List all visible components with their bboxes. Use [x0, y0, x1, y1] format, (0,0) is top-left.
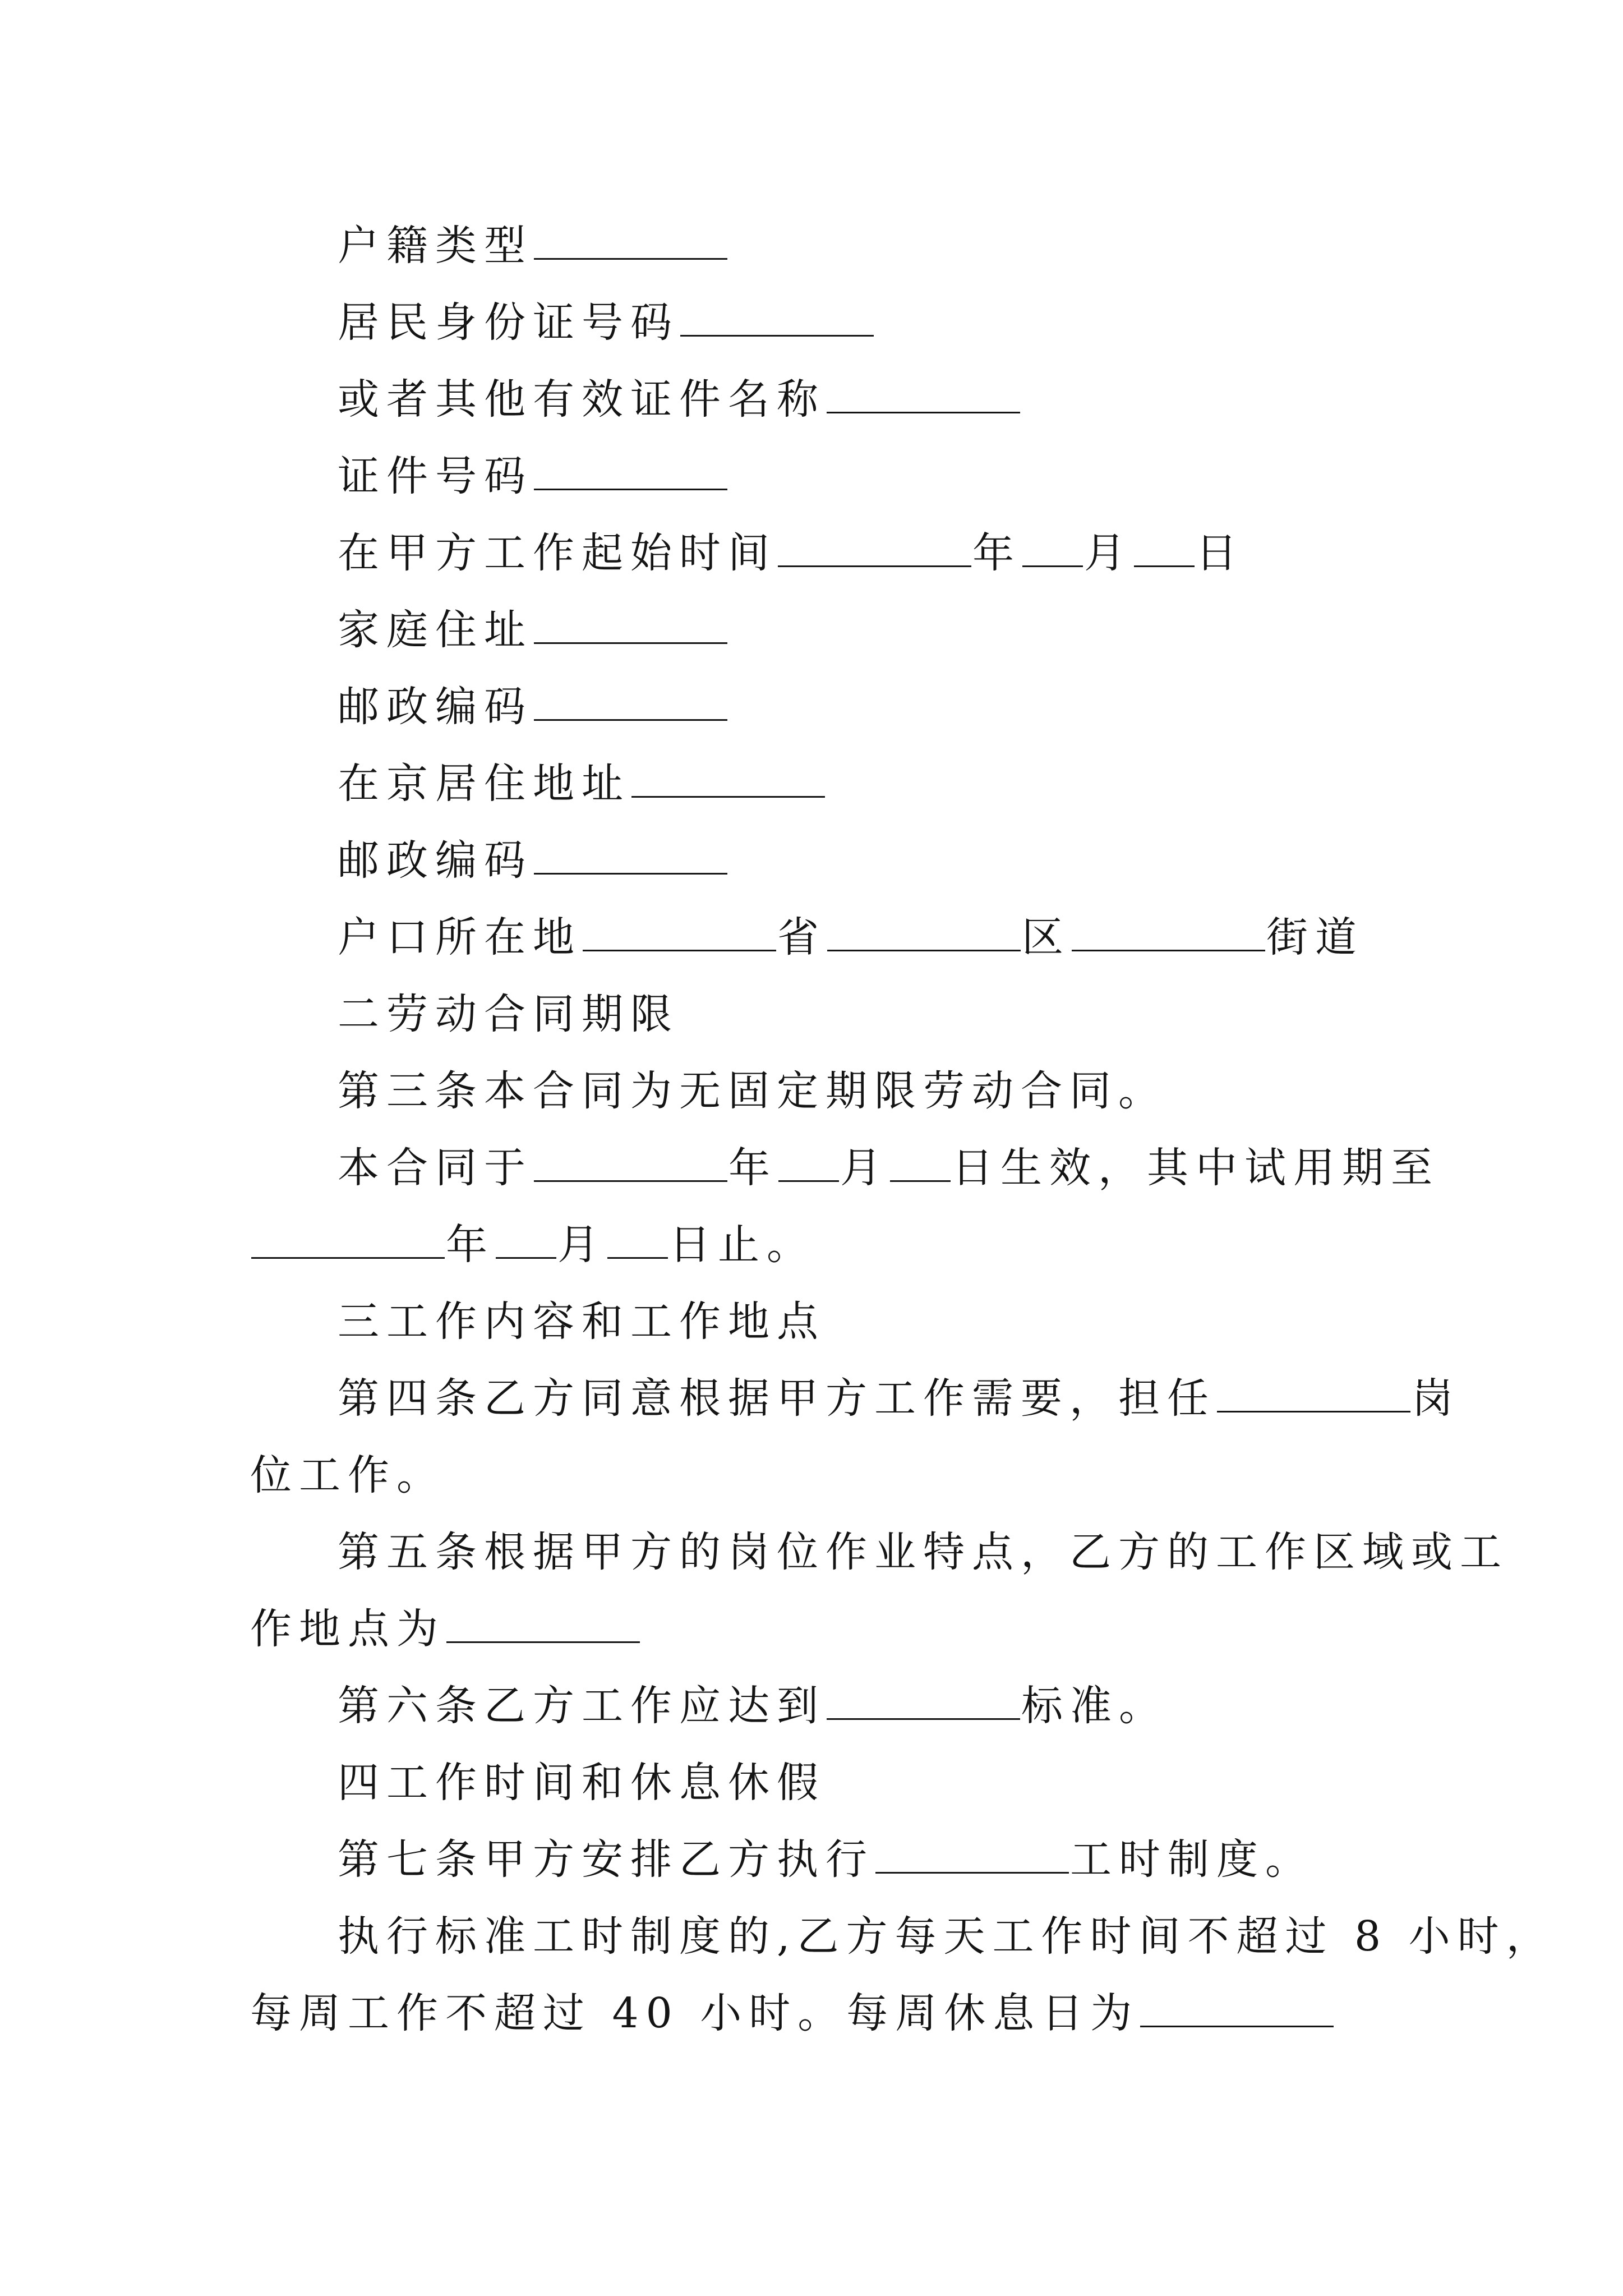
start-year-blank [778, 526, 971, 567]
contract-body [250, 208, 1555, 2052]
id-card-blank [680, 296, 874, 337]
id-number-label: 证件号码 [338, 452, 533, 500]
weekly-hours-text: 每周工作不超过 40 小时。每周休息日为 [250, 1989, 1140, 2037]
id-card-line [250, 284, 1394, 361]
probation-month-label: 月 [557, 1221, 606, 1269]
probation-day-label: 日止。 [669, 1221, 815, 1269]
article-6-post: 标准。 [1021, 1682, 1168, 1730]
home-address-label: 家庭住址 [338, 606, 533, 654]
beijing-address-label: 在京居住地址 [338, 760, 630, 808]
standard-blank [827, 1679, 1020, 1720]
article-3-text: 第三条本合同为无固定期限劳动合同。 [338, 1067, 1167, 1115]
postal-code-line-1 [250, 669, 1394, 746]
district-label: 区 [1022, 913, 1071, 961]
hours-system-blank [875, 1833, 1069, 1874]
weekly-hours-line [250, 1975, 1394, 2052]
postal-code-line-2 [250, 822, 1394, 899]
standard-hours-text: 执行标准工时制度的,乙方每天工作时间不超过 8 小时， [338, 1912, 1555, 1961]
probation-month-blank [496, 1218, 556, 1259]
district-blank [827, 910, 1021, 951]
id-card-label: 居民身份证号码 [338, 298, 679, 347]
effective-date-label: 本合同于 [338, 1144, 533, 1192]
id-number-line [250, 438, 1394, 515]
province-label: 省 [777, 913, 826, 961]
month-label: 月 [1084, 529, 1133, 577]
effective-month-label: 月 [840, 1144, 889, 1192]
article-6-line [250, 1668, 1394, 1745]
id-number-blank [534, 449, 727, 490]
postal-code-blank-1 [534, 680, 727, 721]
effective-year-blank [534, 1141, 727, 1182]
article-7-line [250, 1821, 1394, 1898]
effective-year-label: 年 [728, 1144, 777, 1192]
postal-code-label-2: 邮政编码 [338, 836, 533, 885]
article-3-line [250, 1053, 1394, 1130]
work-location-blank [446, 1602, 640, 1643]
probation-day-blank [607, 1218, 668, 1259]
hukou-location-label: 户口所在地 [338, 913, 582, 961]
article-4-line [250, 1360, 1460, 1437]
probation-end-line [250, 1207, 1394, 1283]
other-id-label: 或者其他有效证件名称 [338, 375, 826, 424]
effective-day-label: 日生效，其中试用期至 [952, 1144, 1440, 1192]
start-date-line [250, 515, 1394, 592]
section-heading-work-content [250, 1283, 1394, 1360]
position-blank [1217, 1372, 1410, 1412]
article-5-text: 第五条根据甲方的岗位作业特点，乙方的工作区域或工 [338, 1528, 1509, 1576]
probation-year-blank [251, 1218, 445, 1259]
start-month-blank [1022, 526, 1083, 567]
article-6-text: 第六条乙方工作应达到 [338, 1682, 826, 1730]
other-id-blank [827, 372, 1020, 413]
effective-day-blank [890, 1141, 951, 1182]
postal-code-label-1: 邮政编码 [338, 683, 533, 731]
start-date-label: 在甲方工作起始时间 [338, 529, 777, 577]
year-label: 年 [972, 529, 1021, 577]
article-5-cont-text: 作地点为 [250, 1605, 445, 1653]
article-5-cont-line [250, 1591, 1394, 1668]
section-heading-work-hours [250, 1745, 1394, 1821]
province-blank [583, 910, 776, 951]
section-4-title: 四工作时间和休息休假 [338, 1759, 826, 1807]
section-2-title: 二劳动合同期限 [338, 990, 679, 1038]
effective-month-blank [778, 1141, 839, 1182]
street-blank [1072, 910, 1265, 951]
household-type-label: 户籍类型 [338, 222, 533, 270]
home-address-blank [534, 603, 727, 644]
section-heading-contract-term [250, 976, 1394, 1053]
probation-year-label: 年 [446, 1221, 495, 1269]
postal-code-blank-2 [534, 834, 727, 875]
hukou-location-line [250, 899, 1394, 976]
article-5-line [250, 1514, 1509, 1591]
beijing-address-line [250, 746, 1394, 822]
article-7-text: 第七条甲方安排乙方执行 [338, 1835, 874, 1884]
article-7-post: 工时制度。 [1070, 1835, 1314, 1884]
home-address-line [250, 592, 1394, 669]
start-day-blank [1134, 526, 1195, 567]
section-3-title: 三工作内容和工作地点 [338, 1297, 826, 1346]
day-label: 日 [1196, 529, 1244, 577]
article-4-cont-line [250, 1437, 1394, 1514]
household-type-line [250, 208, 1394, 284]
standard-hours-line [250, 1898, 1555, 1975]
rest-day-blank [1140, 1986, 1334, 2027]
household-type-blank [534, 219, 727, 260]
article-4-text: 第四条乙方同意根据甲方工作需要，担任 [338, 1374, 1216, 1423]
other-id-line [250, 361, 1394, 438]
article-4-cont-text: 位工作。 [250, 1451, 445, 1499]
effective-date-line [250, 1130, 1440, 1207]
article-4-post: 岗 [1412, 1374, 1460, 1423]
street-label: 街道 [1266, 913, 1364, 961]
beijing-address-blank [631, 757, 825, 798]
